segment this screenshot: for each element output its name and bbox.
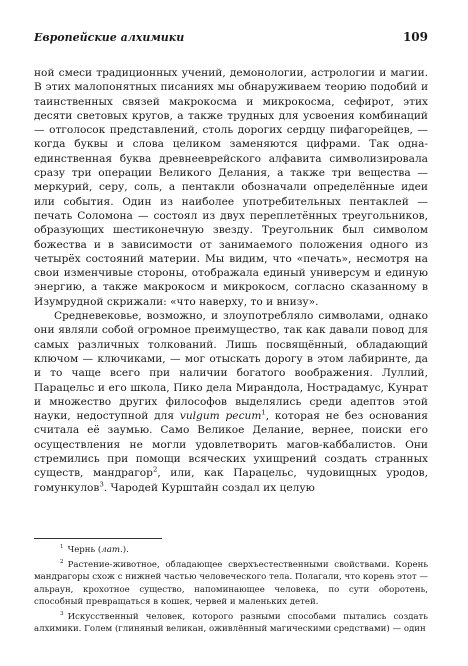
footnote-ref-2: 2 [152,465,158,474]
footnote-3 [34,611,428,635]
footnote-2-text: Растение-животное, обладающее сверхъестественными свойствами. Корень мандрагоры схож с нижней частью человеческого тела. Полагали, что корень этот — альраун, крохотное существо, напоминающее человека, по сути оборотень, способный превращаться в кошек, червей и маленьких детей. [34,560,428,607]
footnote-3-number: 3 [60,611,64,618]
paragraph-2-part-3: , или, как Парацельс, чудовищных уродов, гомункулов [34,467,428,494]
footnote-ref-1: 1 [261,408,266,417]
footnote-1-post: ). [122,545,129,555]
footnote-2-number: 2 [60,559,64,566]
footnote-2 [34,559,428,608]
footnote-1-pre: Чернь ( [67,545,102,555]
paragraph-2-part-2: , которая не без основания считала её заумью. Само Великое Делание, вернее, поиски его осуществления не могли удовлетворить магов-каббалистов. Они стремились при помощи всяческих ухищрений создать странных существ, мандрагор [34,410,428,480]
paragraph-2-part-4: . Чародей Курштайн создал их целую [103,481,315,494]
footnote-divider [34,538,162,539]
main-text [34,66,428,495]
page-number: 109 [402,30,428,44]
footnote-1-italic: лат. [101,545,123,555]
footnote-ref-3: 3 [99,480,104,489]
footnotes [34,544,428,638]
footnote-1 [34,544,428,556]
page-header [34,30,428,44]
footnote-3-text: Искусственный человек, которого разными способами пытались создать алхимики. Голем (глиняный великан, оживлённый магическими средствами) — один [34,612,428,635]
running-title: Европейские алхимики [34,31,185,44]
latin-phrase: vulgum pecum [179,410,262,423]
paragraph-1: ной смеси традиционных учений, демонологии, астрологии и магии. В этих малопонятных писаниях мы обнаруживаем теорию подобий и таинственных связей макрокосма и микрокосма, сефирот, этих десяти световых кругов, а также трудных для усвоения комбинаций — отголосок представлений, столь дорогих сердцу пифагорейцев, — когда буквы и слова целиком заменяются цифрами. Так одна-единственная буква древнееврейского алфавита символизировала сразу три операции Великого Делания, а также три вещества — меркурий, серу, соль, а пентакли обозначали определённые идеи или события. Один из наиболее употребительных пентаклей — печать Соломона — состоял из двух переплетённых треугольников, образующих шестиконечную звезду. Треугольник был символом божества и в зависимости от занимаемого положения одного из четырёх состояний материи. Мы видим, что «печать», несмотря на свои изменчивые стороны, отображала единый универсум и единую энергию, а также макрокосм и микрокосм, согласно сказанному в Изумрудной скрижали: «что наверху, то и внизу». [34,67,428,308]
footnote-1-number: 1 [60,544,64,551]
paragraph-2-part-1: Средневековье, возможно, и злоупотребляло символами, однако они являли собой огромное преимущество, так как давали повод для самых различных толкований. Лишь посвящённый, обладающий ключом — ключиками, — мог отыскать дорогу в этом лабиринте, да и то чаще всего при наличии богатого воображения. Луллий, Парацельс и его школа, Пико дела Мирандола, Нострадамус, Кунрат и множество других философов выделялись среди адептов этой науки, недоступной для [34,310,428,423]
paragraph-2 [34,309,428,495]
